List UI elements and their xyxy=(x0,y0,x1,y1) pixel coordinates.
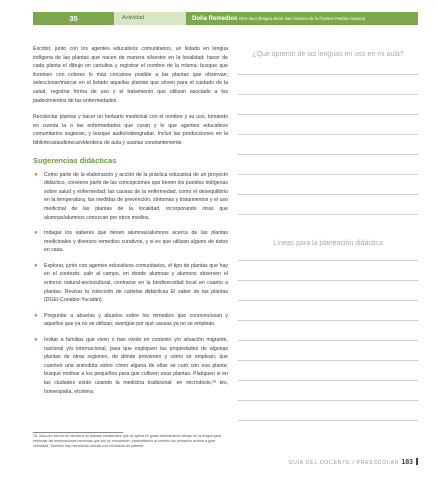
writing-line xyxy=(238,214,418,215)
writing-line xyxy=(238,380,418,381)
page-number-tab xyxy=(33,12,114,25)
page-header xyxy=(33,12,418,25)
question-heading: ¿Qué aprendí de las lenguas en uso en mi aula? xyxy=(252,51,404,58)
activity-title-subtitle: Ra'a tnuu (lengua da'an davi-mixteco de la frontera Puebla-Oaxaca) xyxy=(239,16,366,21)
bullet-item xyxy=(33,229,228,255)
bullet-text: Invitar a familias que viven o han vivido en contexto y/o situación migrante, nacional y/o internacional, para que expliquen las propiedades de algunas plantas de otras regiones, de dónde provienen y cómo se emplean; que cuenten una anécdota sobre cómo alguna de ellas se curó con esa planta; busque motivar a los pequeños para que cultiven esas plantas. Platíquen si en las ciudades están usando la medicina tradicional: en microdosis,¹⁸ tés, homeopatía, etcétera. xyxy=(44,337,228,395)
bullet-text: Preguntar a abuelas y abuelos sobre los remedios que conocen/usan y aquellos que ya no se utilizan; averigüe por qué causas ya no se emplean. xyxy=(44,312,228,328)
writing-line xyxy=(238,280,418,281)
activity-title xyxy=(186,12,418,25)
bullet-text: Indagar los saberes que tienen alumnas/alumnos acerca de las plantas medicinales y diversos remedios curativos, y si es que utilizan alguno de éstos en casa. xyxy=(44,230,228,254)
writing-line xyxy=(238,194,418,195)
writing-line xyxy=(238,154,418,155)
planning-heading: Líneas para la planeación didáctica xyxy=(273,240,383,247)
bullet-item xyxy=(33,171,228,223)
bullet-dot-icon: ● xyxy=(34,171,38,178)
writing-line xyxy=(238,360,418,361)
writing-line xyxy=(238,134,418,135)
page-number: 35 xyxy=(69,14,78,23)
footnote: 18. Solución hecha de extractos de plantas medicinales que se aplica en gotas directamente debajo de la lengua para estimular las terminaciones nerviosas que ahí se encuentran, transmitiendo al cerebro los principios activos a gran velocidad. También hay microdosis hechas con medicinas de patente. xyxy=(33,434,221,449)
bullet-text: Explorar, junto con agentes educativos comunitarios, el tipo de plantas que hay en el contexto; salir al campo, en donde alumnas y alumnos observen el entorno natural-sociocultural, centrarse en la biodiversidad local en cuanto a plantas. Revisar la colección de cartelas didácticas El saber de las plantas (DGEI-Conabio-Yucatán). xyxy=(44,262,228,304)
activity-title-main: Doña Remedios xyxy=(192,16,238,22)
section-label: Actividad xyxy=(114,12,186,25)
writing-line xyxy=(238,400,418,401)
bullet-item xyxy=(33,336,228,396)
writing-line xyxy=(238,74,418,75)
footer-level: PREESCOLAR xyxy=(356,460,400,466)
section-title: Sugerencias didácticas xyxy=(33,155,117,165)
bullet-dot-icon: ● xyxy=(34,337,38,344)
paragraph-1: Escribir, junto con los agentes educativos comunitarios, un listado en lengua indígena de las plantas que nacen de manera silvestre en la localidad; hacer de cada planta el dibujo en cartulina y registrar el nombre de la misma; busque que iluminen con colores lo más cercanos posible a las plantas que observan; seleccionar/marcar en el listado aquellas plantas que sirven para el cuidado de la salud, registrar forma de uso y el tratamiento que utilizan asociado a los padecimientos de las enfermedades. xyxy=(33,46,228,104)
writing-line xyxy=(238,94,418,95)
footer-bar xyxy=(416,458,418,465)
bullet-item xyxy=(33,262,228,305)
paragraph-2: Recolectar plantas y hacer un herbario medicinal con el nombre y su uso, tomando en cuenta la o las enfermedades que curan y lo que agentes educativos comunitarios sugieran, y busque audio/videograbar. Incluir las producciones en la biblioteca/audioteca/videoteca de aula y usarlas constantemente. xyxy=(33,114,228,146)
writing-line xyxy=(238,300,418,301)
main-column xyxy=(33,45,228,403)
bullet-dot-icon: ● xyxy=(34,230,38,237)
bullet-dot-icon: ● xyxy=(34,312,38,319)
writing-line xyxy=(238,174,418,175)
bullet-dot-icon: ● xyxy=(34,262,38,269)
footer-guide: GUÍA DEL DOCENTE xyxy=(288,460,351,466)
writing-line xyxy=(238,340,418,341)
footer-page-number: 183 xyxy=(401,459,413,466)
bullet-item xyxy=(33,312,228,329)
writing-line xyxy=(238,260,418,261)
writing-line xyxy=(238,320,418,321)
page-footer: GUÍA DEL DOCENTE / PREESCOLAR 183 xyxy=(289,458,419,466)
writing-line xyxy=(238,420,418,421)
writing-line xyxy=(238,114,418,115)
footnote-divider xyxy=(33,432,123,433)
bullet-text: Como parte de la elaboración y acción de la práctica educativa de un proyecto didáctico, conviene partir de las concepciones que tienen los pueblos indígenas sobre salud y enfermedad; las causas de la enfermedad, como el desequilibrio en la temperatura, las medidas de prevención, síntomas y tratamientos y el uso medicinal de las plantas de la localidad, incorporando otras que alumnas/alumnos conozcan por otros medios. xyxy=(44,171,228,221)
